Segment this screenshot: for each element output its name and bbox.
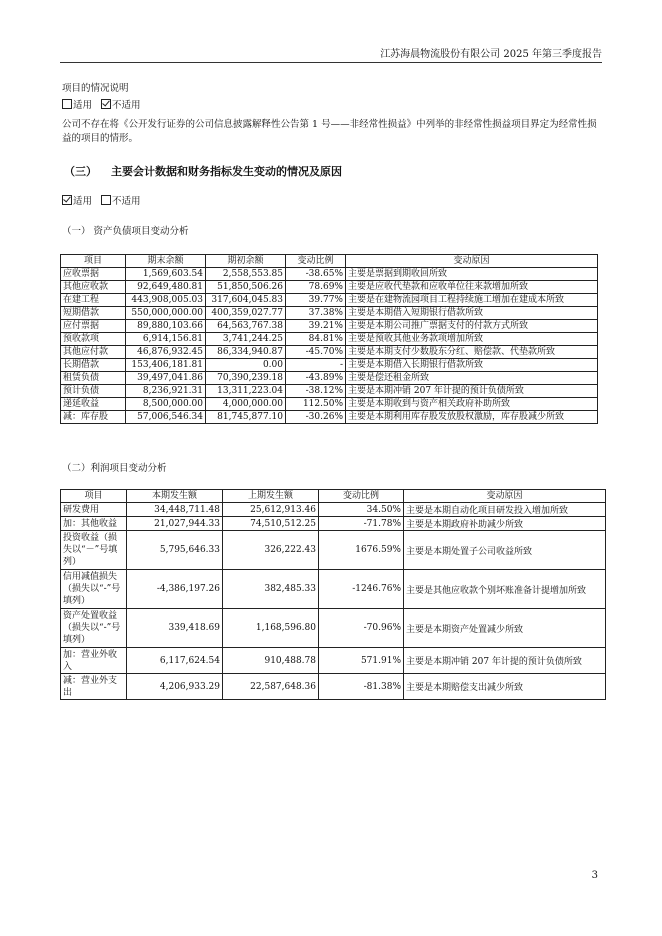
amount-cell: 1,168,596.80 (223, 609, 319, 648)
ratio-cell: -30.26% (286, 411, 346, 424)
profit-body (61, 503, 606, 700)
item-cell: 减：库存股 (61, 411, 126, 424)
amount-cell: 64,563,767.38 (206, 320, 286, 333)
amount-cell: 382,485.33 (223, 570, 319, 609)
table-row (61, 609, 606, 648)
reason-cell: 主要是本期资产处置减少所致 (404, 609, 606, 648)
item-cell: 加：营业外收入 (61, 648, 127, 674)
ratio-cell: 37.38% (286, 307, 346, 320)
amount-cell: 89,880,103.66 (126, 320, 206, 333)
column-header: 变动原因 (346, 255, 598, 268)
amount-cell: 8,500,000.00 (126, 398, 206, 411)
table-row (61, 359, 598, 372)
balance-body (61, 268, 598, 424)
item-cell: 短期借款 (61, 307, 126, 320)
ratio-cell: 39.77% (286, 294, 346, 307)
column-header: 项目 (61, 490, 127, 503)
intro-options: 适用 不适用 (62, 99, 141, 112)
ratio-cell: 84.81% (286, 333, 346, 346)
reason-cell: 主要是本期借入长期银行借款所致 (346, 359, 598, 372)
item-cell: 预收款项 (61, 333, 126, 346)
profit-table (60, 489, 606, 700)
ratio-cell: 34.50% (319, 503, 404, 517)
item-cell: 研发费用 (61, 503, 127, 517)
amount-cell: 339,418.69 (127, 609, 223, 648)
reason-cell: 主要是本期收到与资产相关政府补助所致 (346, 398, 598, 411)
ratio-cell: -70.96% (319, 609, 404, 648)
amount-cell: 1,569,603.54 (126, 268, 206, 281)
report-header: 江苏海晨物流股份有限公司 2025 年第三季度报告 (380, 49, 602, 60)
amount-cell: 21,027,944.33 (127, 517, 223, 531)
page-number: 3 (591, 870, 598, 881)
reason-cell: 主要是本期赔偿支出减少所致 (404, 674, 606, 700)
ratio-cell: 112.50% (286, 398, 346, 411)
reason-cell: 主要是在建物流园项目工程持续施工增加在建成本所致 (346, 294, 598, 307)
reason-cell: 主要是本期政府补助减少所致 (404, 517, 606, 531)
column-header: 变动比例 (286, 255, 346, 268)
table-row (61, 398, 598, 411)
balance-heading: （一） 资产负债项目变动分析 (62, 226, 189, 237)
item-cell: 应收票据 (61, 268, 126, 281)
item-cell: 投资收益（损失以“－”号填列） (61, 531, 127, 570)
table-row (61, 372, 598, 385)
amount-cell: 910,488.78 (223, 648, 319, 674)
amount-cell: 6,914,156.81 (126, 333, 206, 346)
column-header: 期初余额 (206, 255, 286, 268)
amount-cell: 86,334,940.87 (206, 346, 286, 359)
reason-cell: 主要是票据到期收回所致 (346, 268, 598, 281)
balance-header-row (61, 255, 598, 268)
explanation-heading: 项目的情况说明 (62, 83, 129, 94)
ratio-cell: 571.91% (319, 648, 404, 674)
item-cell: 加：其他收益 (61, 517, 127, 531)
amount-cell: 39,497,041.86 (126, 372, 206, 385)
amount-cell: 6,117,624.54 (127, 648, 223, 674)
explanation-paragraph: 公司不存在将《公开发行证券的公司信息披露解释性公告第 1 号——非经常性损益》中列举的非经常性损益项目界定为经常性损益的项目的情形。 (62, 119, 597, 144)
table-row (61, 648, 606, 674)
item-cell: 减：营业外支出 (61, 674, 127, 700)
column-header: 变动比例 (319, 490, 404, 503)
reason-cell: 主要是本期处置子公司收益所致 (404, 531, 606, 570)
amount-cell: 326,222.43 (223, 531, 319, 570)
table-row (61, 294, 598, 307)
reason-cell: 主要是本期支付少数股东分红、赔偿款、代垫款所致 (346, 346, 598, 359)
amount-cell: 443,908,005.03 (126, 294, 206, 307)
reason-cell: 主要是本期利用库存股发放股权激励，库存股减少所致 (346, 411, 598, 424)
table-row (61, 385, 598, 398)
reason-cell: 主要是预收其他业务款项增加所致 (346, 333, 598, 346)
ratio-cell: -43.89% (286, 372, 346, 385)
checkbox-not-applicable[interactable] (101, 195, 111, 205)
balance-table (60, 254, 598, 424)
checkbox-applicable[interactable] (62, 99, 72, 109)
ratio-cell: -38.12% (286, 385, 346, 398)
checkbox-applicable[interactable] (62, 195, 72, 205)
item-cell: 预计负债 (61, 385, 126, 398)
amount-cell: 4,000,000.00 (206, 398, 286, 411)
ratio-cell: 39.21% (286, 320, 346, 333)
table-row (61, 517, 606, 531)
reason-cell: 主要是本期公司推广票据支付的付款方式所致 (346, 320, 598, 333)
item-cell: 长期借款 (61, 359, 126, 372)
amount-cell: 5,795,646.33 (127, 531, 223, 570)
reason-cell: 主要是偿还租金所致 (346, 372, 598, 385)
amount-cell: 74,510,512.25 (223, 517, 319, 531)
amount-cell: 34,448,711.48 (127, 503, 223, 517)
amount-cell: 550,000,000.00 (126, 307, 206, 320)
table-row (61, 333, 598, 346)
header-divider (60, 62, 602, 63)
table-row (61, 320, 598, 333)
reason-cell: 主要是其他应收款个别坏账准备计提增加所致 (404, 570, 606, 609)
checkbox-not-applicable[interactable] (101, 99, 111, 109)
table-row (61, 503, 606, 517)
item-cell: 应付票据 (61, 320, 126, 333)
amount-cell: 46,876,932.45 (126, 346, 206, 359)
amount-cell: 92,649,480.81 (126, 281, 206, 294)
section-title: （三） 主要会计数据和财务指标发生变动的情况及原因 (64, 165, 342, 178)
item-cell: 资产处置收益（损失以“-”号填列） (61, 609, 127, 648)
ratio-cell: -1246.76% (319, 570, 404, 609)
item-cell: 递延收益 (61, 398, 126, 411)
amount-cell: 3,741,244.25 (206, 333, 286, 346)
ratio-cell: -45.70% (286, 346, 346, 359)
ratio-cell: -81.38% (319, 674, 404, 700)
amount-cell: 0.00 (206, 359, 286, 372)
column-header: 变动原因 (404, 490, 606, 503)
amount-cell: 8,236,921.31 (126, 385, 206, 398)
table-row (61, 411, 598, 424)
section-options: 适用 不适用 (62, 195, 141, 208)
table-row (61, 307, 598, 320)
item-cell: 在建工程 (61, 294, 126, 307)
amount-cell: 57,006,546.34 (126, 411, 206, 424)
item-cell: 信用减值损失（损失以“-”号填列） (61, 570, 127, 609)
table-row (61, 674, 606, 700)
amount-cell: -4,386,197.26 (127, 570, 223, 609)
reason-cell: 主要是本期冲销 207 年计提的预计负债所致 (346, 385, 598, 398)
item-cell: 其他应付款 (61, 346, 126, 359)
table-row (61, 281, 598, 294)
column-header: 期末余额 (126, 255, 206, 268)
reason-cell: 主要是本期冲销 207 年计提的预计负债所致 (404, 648, 606, 674)
amount-cell: 25,612,913.46 (223, 503, 319, 517)
item-cell: 租赁负债 (61, 372, 126, 385)
amount-cell: 13,311,223.04 (206, 385, 286, 398)
column-header: 本期发生额 (127, 490, 223, 503)
table-row (61, 346, 598, 359)
profit-header-row (61, 490, 606, 503)
ratio-cell: 1676.59% (319, 531, 404, 570)
table-row (61, 570, 606, 609)
profit-heading: （二）利润项目变动分析 (62, 463, 167, 474)
amount-cell: 22,587,648.36 (223, 674, 319, 700)
ratio-cell: 78.69% (286, 281, 346, 294)
table-row (61, 268, 598, 281)
amount-cell: 400,359,027.77 (206, 307, 286, 320)
column-header: 上期发生额 (223, 490, 319, 503)
amount-cell: 70,390,239.18 (206, 372, 286, 385)
amount-cell: 51,850,506.26 (206, 281, 286, 294)
ratio-cell: -38.65% (286, 268, 346, 281)
column-header: 项目 (61, 255, 126, 268)
ratio-cell: - (286, 359, 346, 372)
table-row (61, 531, 606, 570)
reason-cell: 主要是应收代垫款和应收单位往来款增加所致 (346, 281, 598, 294)
item-cell: 其他应收款 (61, 281, 126, 294)
amount-cell: 2,558,553.85 (206, 268, 286, 281)
amount-cell: 81,745,877.10 (206, 411, 286, 424)
reason-cell: 主要是本期自动化项目研发投入增加所致 (404, 503, 606, 517)
ratio-cell: -71.78% (319, 517, 404, 531)
amount-cell: 153,406,181.81 (126, 359, 206, 372)
reason-cell: 主要是本期借入短期银行借款所致 (346, 307, 598, 320)
amount-cell: 317,604,045.83 (206, 294, 286, 307)
amount-cell: 4,206,933.29 (127, 674, 223, 700)
